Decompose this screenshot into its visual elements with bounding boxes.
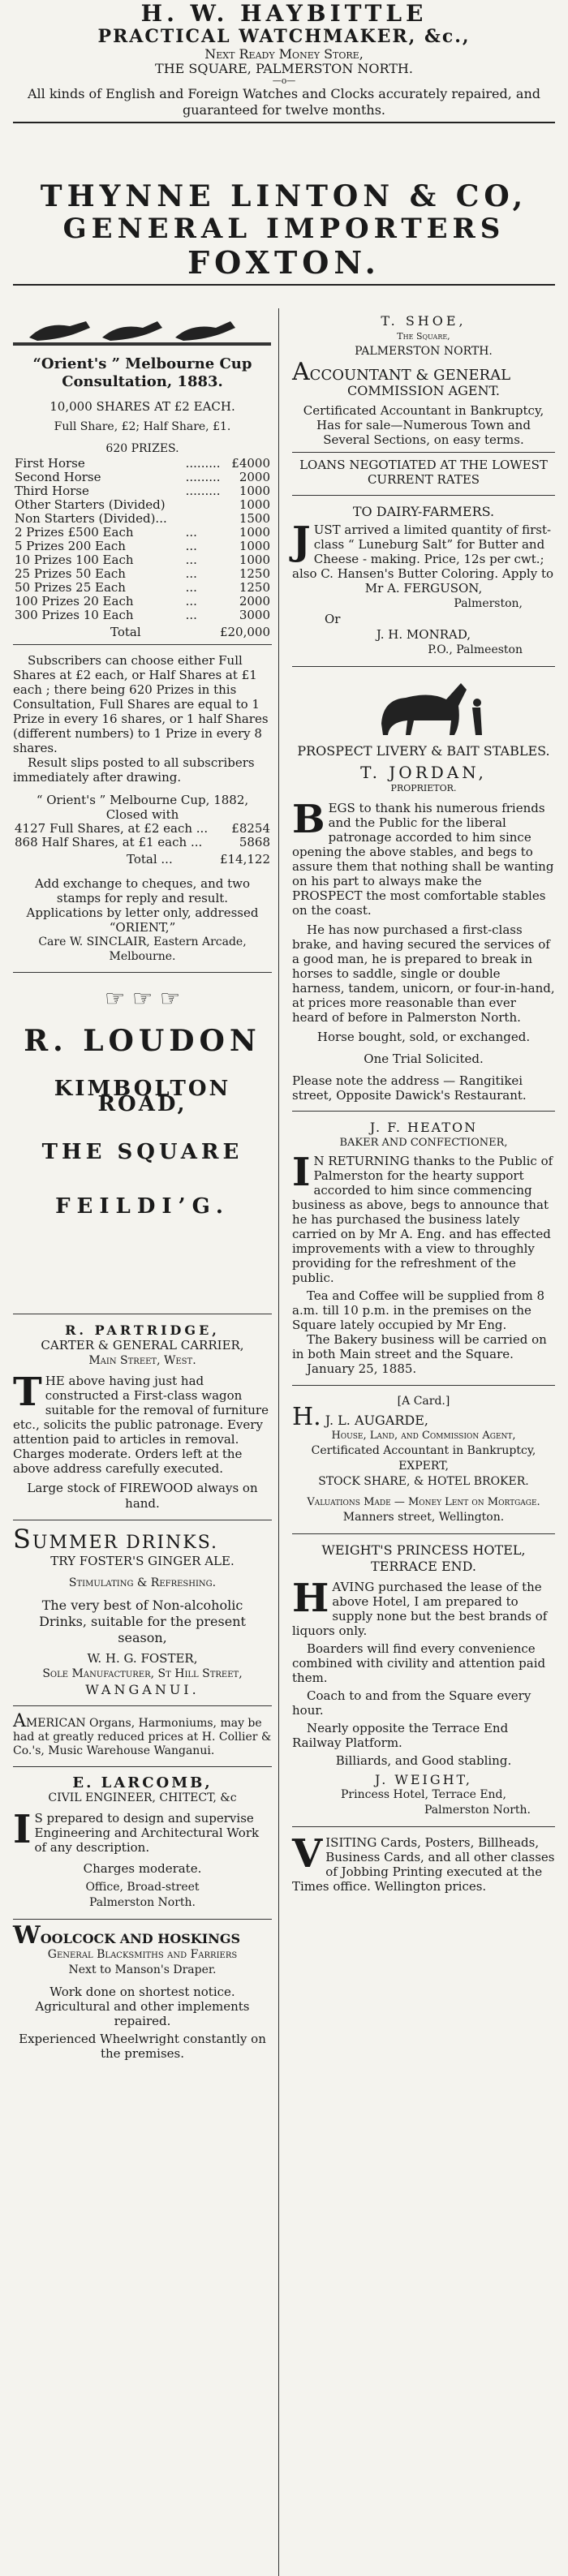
prize-label: Other Starters (Divided)	[15, 497, 166, 512]
prize-total	[13, 626, 272, 639]
jordan-role: PROPRIETOR.	[390, 783, 457, 793]
prize-dots: ...	[185, 525, 197, 540]
prize-dots: ...	[185, 580, 197, 595]
prize-label: 2 Prizes £500 Each	[15, 525, 134, 540]
weight-body: AVING purchased the lease of the above Hotel, I am prepared to supply none but the best brands of liquors only.	[292, 1580, 548, 1638]
organs-ad	[6, 1709, 278, 1763]
woolcock-trade: General Blacksmiths and Farriers	[47, 1948, 238, 1961]
weight-near: Nearly opposite the Terrace End Railway Platform.	[292, 1721, 509, 1750]
foster-addr: Sole Manufacturer, St Hill Street,	[42, 1667, 243, 1680]
drop-cap: W	[13, 1921, 41, 1950]
weight-name: J. WEIGHT,	[375, 1772, 472, 1787]
prize-label: 100 Prizes 20 Each	[15, 594, 134, 609]
prize-label: 5 Prizes 200 Each	[15, 539, 126, 553]
prize-row	[13, 595, 272, 609]
jordan-trial: One Trial Solicited.	[364, 1051, 484, 1066]
divider	[13, 644, 272, 645]
prize-dots: ...	[185, 608, 197, 622]
jordan-name: T. JORDAN,	[360, 763, 487, 782]
woolcock-body: Work done on shortest notice. Agricultural and other implements repaired.	[35, 1985, 250, 2028]
heaton-bakery: The Bakery business will be carried on in both Main street and the Square.	[292, 1332, 547, 1361]
heaton-trade: BAKER AND CONFECTIONER,	[339, 1137, 508, 1149]
augarde-expert: EXPERT,	[398, 1460, 449, 1473]
augarde-cert: Certificated Accountant in Bankruptcy,	[311, 1444, 536, 1457]
partridge-name: R. PARTRIDGE,	[65, 1322, 220, 1338]
jordan-body2: He has now purchased a first-class brake, and having secured the services of a good man, he is prepared to break in horses to saddle, single or double harness, tandem, unicorn, or four-in-hand, at prices more reasonable than ever heard of before in Palmerston North.	[292, 922, 555, 1025]
orient-body: Subscribers can choose either Full Shares at £2 each, or Half Shares at £1 each ; there being 620 Prizes in this Consultation, Full Shares are equal to 1 Prize in every 16 shares, or 1 half Shares (different numbers) to 1 Prize in every 8 shares.	[13, 653, 269, 755]
heaton-ad	[286, 1115, 562, 1382]
prize-label: Third Horse	[15, 484, 89, 498]
jordan-horses: Horse bought, sold, or exchanged.	[316, 1030, 531, 1044]
prize-amount: 1000	[239, 553, 270, 567]
haybittle-name: H. W. HAYBITTLE	[140, 0, 428, 27]
thynne-ad	[6, 180, 562, 289]
partridge-trade: CARTER & GENERAL CARRIER,	[41, 1338, 244, 1353]
larcomb-ad	[6, 1770, 278, 1916]
haybittle-address2: THE SQUARE, PALMERSTON NORTH.	[155, 61, 413, 76]
jordan-body: EGS to thank his numerous friends and the Public for the liberal patronage accorded to him since opening the above stables, and begs to assure them that nothing shall be wanting on his part to always make the PROSPECT the most comfortable stables on the coast.	[292, 801, 554, 918]
divider	[292, 666, 555, 667]
orient-result: Result slips posted to all subscribers immediately after drawing.	[13, 755, 255, 785]
prize-dots: ...	[185, 539, 197, 553]
weight-addr: Princess Hotel, Terrace End,	[341, 1788, 506, 1801]
divider	[13, 1919, 272, 1920]
prize-label: 10 Prizes 100 Each	[15, 553, 134, 567]
racing-horses-icon	[13, 313, 271, 352]
prize-dots: .........	[185, 470, 221, 484]
dairy-body: UST arrived a limited quantity of first-class “ Luneburg Salt” for Butter and Cheese - making. Price, 12s per cwt.; also C. Hansen's Butter Coloring. Apply to	[292, 523, 554, 581]
haybittle-body: All kinds of English and Foreign Watches and Clocks accurately repaired, and guaranteed for twelve months.	[27, 86, 541, 118]
woolcock-addr: Next to Manson's Draper.	[68, 1963, 217, 1976]
prize-total-label: Total	[110, 625, 141, 639]
prize-table	[13, 457, 272, 622]
heaton-body: N RETURNING thanks to the Public of Palmerston for the hearty support accorded to him since commencing business as above, begs to announce that he has purchased the business lately carried on by Mr A. Eng. and has effected improvements with a view to throughly providing for the refreshment of the public.	[292, 1154, 553, 1285]
jordan-note: Please note the address — Rangitikei street, Opposite Dawick's Restaurant.	[292, 1073, 527, 1103]
prize-row	[13, 512, 272, 526]
prize-amount: £4000	[231, 456, 270, 471]
prize-row	[13, 484, 272, 498]
prize-total-value: £20,000	[219, 625, 270, 639]
orient-ad	[6, 308, 278, 969]
orient-prev-title: “ Orient's ” Melbourne Cup, 1882, Closed with	[36, 793, 249, 822]
divider	[13, 972, 272, 973]
orient-prizes-head: 620 PRIZES.	[105, 442, 179, 455]
visiting-body: ISITING Cards, Posters, Billheads, Business Cards, and all other classes of Jobbing Printing executed at the Times office. Wellington prices.	[292, 1835, 555, 1894]
augarde-card: [A Card.]	[397, 1395, 450, 1408]
foster-head: UMMER DRINKS.	[32, 1533, 218, 1553]
loudon-line2: THE SQUARE	[41, 1140, 243, 1164]
loudon-name: R. LOUDON	[24, 1024, 261, 1058]
drop-cap: I	[13, 1807, 32, 1852]
prize-row	[13, 498, 272, 512]
weight-billiards: Billiards, and Good stabling.	[335, 1753, 512, 1768]
woolcock-footer: Experienced Wheelwright constantly on the premises.	[19, 2032, 266, 2061]
shoe-name: T. SHOE,	[381, 313, 467, 329]
orient-exchange: Add exchange to cheques, and two stamps for reply and result.	[34, 876, 251, 905]
heaton-name: J. F. HEATON	[369, 1120, 478, 1135]
weight-coach: Coach to and from the Square every hour.	[292, 1688, 531, 1718]
shoe-body: Certificated Accountant in Bankruptcy, Has for sale—Numerous Town and Several Sections, on easy terms.	[303, 403, 544, 447]
shoe-head: CCOUNTANT & GENERAL	[309, 367, 511, 384]
dairy-ad	[286, 499, 562, 663]
shoe-ad	[286, 308, 562, 492]
augarde-trade: House, Land, and Commission Agent,	[331, 1430, 516, 1442]
larcomb-charges: Charges moderate.	[83, 1861, 202, 1876]
foster-body: The very best of Non-alcoholic Drinks, suitable for the present season,	[39, 1598, 246, 1645]
larcomb-trade: CIVIL ENGINEER, CHITECT, &c	[48, 1791, 237, 1804]
prize-amount: 2000	[239, 594, 270, 609]
prize-row	[13, 567, 272, 581]
haybittle-trade: PRACTICAL WATCHMAKER, &c.,	[97, 26, 471, 47]
prize-amount: £8254	[231, 821, 270, 836]
foster-tag: Stimulating & Refreshing.	[68, 1576, 217, 1589]
prize-amount: 5868	[239, 835, 270, 849]
drop-cap: I	[292, 1150, 311, 1195]
partridge-address: Main Street, West.	[88, 1354, 196, 1367]
divider	[292, 452, 555, 453]
thynne-trade: GENERAL IMPORTERS	[62, 213, 506, 245]
divider	[13, 1766, 272, 1767]
prize-dots: .........	[185, 456, 221, 471]
prize-amount: 1250	[239, 580, 270, 595]
prize-amount: 1250	[239, 566, 270, 581]
drop-cap: V	[292, 1831, 323, 1877]
shoe-addr: The Square,	[397, 331, 450, 342]
weight-ad	[286, 1537, 562, 1823]
prize-amount: 2000	[239, 470, 270, 484]
prize-amount: 1000	[239, 525, 270, 540]
loudon-ad	[6, 976, 278, 1310]
thynne-place: FOXTON.	[187, 244, 381, 281]
drop-cap: H.	[292, 1403, 321, 1431]
orient-share-types: Full Share, £2; Half Share, £1.	[54, 420, 231, 433]
prize-label: First Horse	[15, 456, 85, 471]
prize-amount: 3000	[239, 608, 270, 622]
drop-cap: A	[13, 1711, 26, 1731]
partridge-body: HE above having just had constructed a First-class wagon suitable for the removal of furniture etc., solicits the public patronage. Every attention paid to articles in removal. Charges moderate. Orders left at the above address carefully executed.	[13, 1374, 269, 1476]
prize-row	[13, 553, 272, 567]
augarde-name: J. L. AUGARDE,	[325, 1413, 428, 1428]
dairy-head: TO DAIRY-FARMERS.	[352, 504, 495, 519]
divider	[13, 1705, 272, 1706]
drop-cap: A	[292, 358, 310, 386]
augarde-ad	[286, 1389, 562, 1530]
orient-addr-name: “ORIENT,”	[109, 920, 176, 935]
woolcock-name: OOLCOCK AND HOSKINGS	[40, 1931, 241, 1946]
visiting-ad	[286, 1830, 562, 1899]
divider	[13, 122, 555, 123]
drop-cap: J	[292, 518, 311, 564]
prize-amount: 1000	[239, 484, 270, 498]
dairy-name2: J. H. MONRAD,	[376, 627, 471, 642]
prize-amount: 1500	[239, 511, 270, 526]
loudon-line3: FEILDI’G.	[55, 1194, 230, 1219]
augarde-broker: STOCK SHARE, & HOTEL BROKER.	[318, 1475, 529, 1488]
prize-row	[13, 457, 272, 471]
prize-row	[13, 526, 272, 540]
partridge-footer: Large stock of FIREWOOD always on hand.	[27, 1481, 258, 1511]
larcomb-name: E. LARCOMB,	[72, 1774, 213, 1791]
haybittle-ad	[6, 2, 562, 127]
divider	[292, 495, 555, 496]
larcomb-body: S prepared to design and supervise Engineering and Architectural Work of any description.	[34, 1811, 260, 1855]
orient-addr: Care W. SINCLAIR, Eastern Arcade, Melbourne.	[38, 935, 247, 963]
prev-table	[13, 822, 272, 849]
prize-label: Non Starters (Divided)...	[15, 511, 167, 526]
larcomb-office: Office, Broad-street	[85, 1881, 200, 1894]
drop-cap: B	[292, 797, 325, 842]
prize-dots	[184, 512, 226, 526]
jordan-ad	[286, 670, 562, 1107]
augarde-val: Valuations Made — Money Lent on Mortgage.	[307, 1496, 540, 1508]
orient-shares: 10,000 SHARES AT £2 EACH.	[49, 399, 235, 414]
drop-cap: H	[292, 1576, 329, 1621]
jordan-head: PROSPECT LIVERY & BAIT STABLES.	[297, 743, 550, 759]
organs-body: MERICAN Organs, Harmoniums, may be had at greatly reduced prices at H. Collier & Co.'s, Music Warehouse Wanganui.	[13, 1717, 272, 1757]
prize-label: 868 Half Shares, at £1 each ...	[15, 835, 203, 849]
horse-icon	[292, 675, 552, 740]
partridge-ad	[6, 1318, 278, 1516]
divider	[292, 1385, 555, 1386]
prize-label: 50 Prizes 25 Each	[15, 580, 126, 595]
prize-row	[13, 540, 272, 553]
dairy-or: Or	[325, 612, 341, 626]
weight-head: WEIGHT'S PRINCESS HOTEL, TERRACE END.	[321, 1542, 526, 1574]
weight-board: Boarders will find every convenience combined with civility and attention paid them.	[292, 1641, 546, 1685]
orient-title: “Orient's ” Melbourne Cup Consultation, 1883.	[32, 355, 252, 390]
prize-row	[13, 822, 272, 836]
dairy-place2: P.O., Palmeeston	[428, 643, 523, 656]
prize-row	[13, 609, 272, 622]
drop-cap: T	[13, 1370, 42, 1415]
hand-pointers-icon: ☞ ☞ ☞	[104, 985, 181, 1012]
augarde-addr: Manners street, Wellington.	[342, 1511, 505, 1524]
divider	[292, 1533, 555, 1534]
foster-sub: TRY FOSTER'S GINGER ALE.	[50, 1554, 235, 1568]
prize-amount: 1000	[239, 539, 270, 553]
prize-row	[13, 471, 272, 484]
orient-apply: Applications by letter only, addressed	[26, 905, 259, 920]
prize-row	[13, 581, 272, 595]
haybittle-address1: Next Ready Money Store,	[204, 46, 364, 62]
foster-ad	[6, 1524, 278, 1702]
prev-total-value: £14,122	[219, 852, 270, 867]
dairy-name1: Mr A. FERGUSON,	[364, 581, 483, 596]
ornament-icon: —o—	[272, 75, 296, 86]
shoe-town: PALMERSTON NORTH.	[355, 345, 493, 358]
weight-town: Palmerston North.	[424, 1804, 531, 1817]
thynne-name: THYNNE LINTON & CO,	[40, 179, 528, 213]
prize-label: 25 Prizes 50 Each	[15, 566, 126, 581]
foster-town: WANGANUI.	[85, 1682, 200, 1697]
divider	[292, 1826, 555, 1827]
prize-label: 4127 Full Shares, at £2 each ...	[15, 821, 209, 836]
prize-dots	[184, 498, 226, 512]
divider	[13, 284, 555, 286]
woolcock-ad	[6, 1923, 278, 2066]
prize-dots: ...	[185, 566, 197, 581]
prize-row	[13, 836, 272, 849]
prize-dots: .........	[185, 484, 221, 498]
prize-dots: ...	[185, 553, 197, 567]
prize-label: Second Horse	[15, 470, 101, 484]
prize-label: 300 Prizes 10 Each	[15, 608, 134, 622]
right-column	[286, 308, 562, 2576]
larcomb-town: Palmerston North.	[88, 1896, 196, 1909]
drop-cap: S	[13, 1524, 32, 1555]
prev-total	[13, 853, 272, 867]
divider	[292, 1111, 555, 1112]
heaton-date: January 25, 1885.	[307, 1361, 417, 1376]
shoe-loans: LOANS NEGOTIATED AT THE LOWEST CURRENT RATES	[299, 458, 548, 487]
left-column	[6, 308, 279, 2576]
prize-dots: ...	[185, 594, 197, 609]
heaton-tea: Tea and Coffee will be supplied from 8 a.m. till 10 p.m. in the premises on the Square lately occupied by Mr Eng.	[292, 1288, 545, 1332]
prev-total-label: Total ...	[127, 852, 173, 867]
loudon-line1: KIMBOLTON ROAD,	[54, 1077, 231, 1116]
dairy-place1: Palmerston,	[454, 597, 523, 610]
foster-name: W. H. G. FOSTER,	[87, 1651, 198, 1666]
shoe-head2: COMMISSION AGENT.	[346, 383, 501, 398]
prize-amount: 1000	[239, 497, 270, 512]
